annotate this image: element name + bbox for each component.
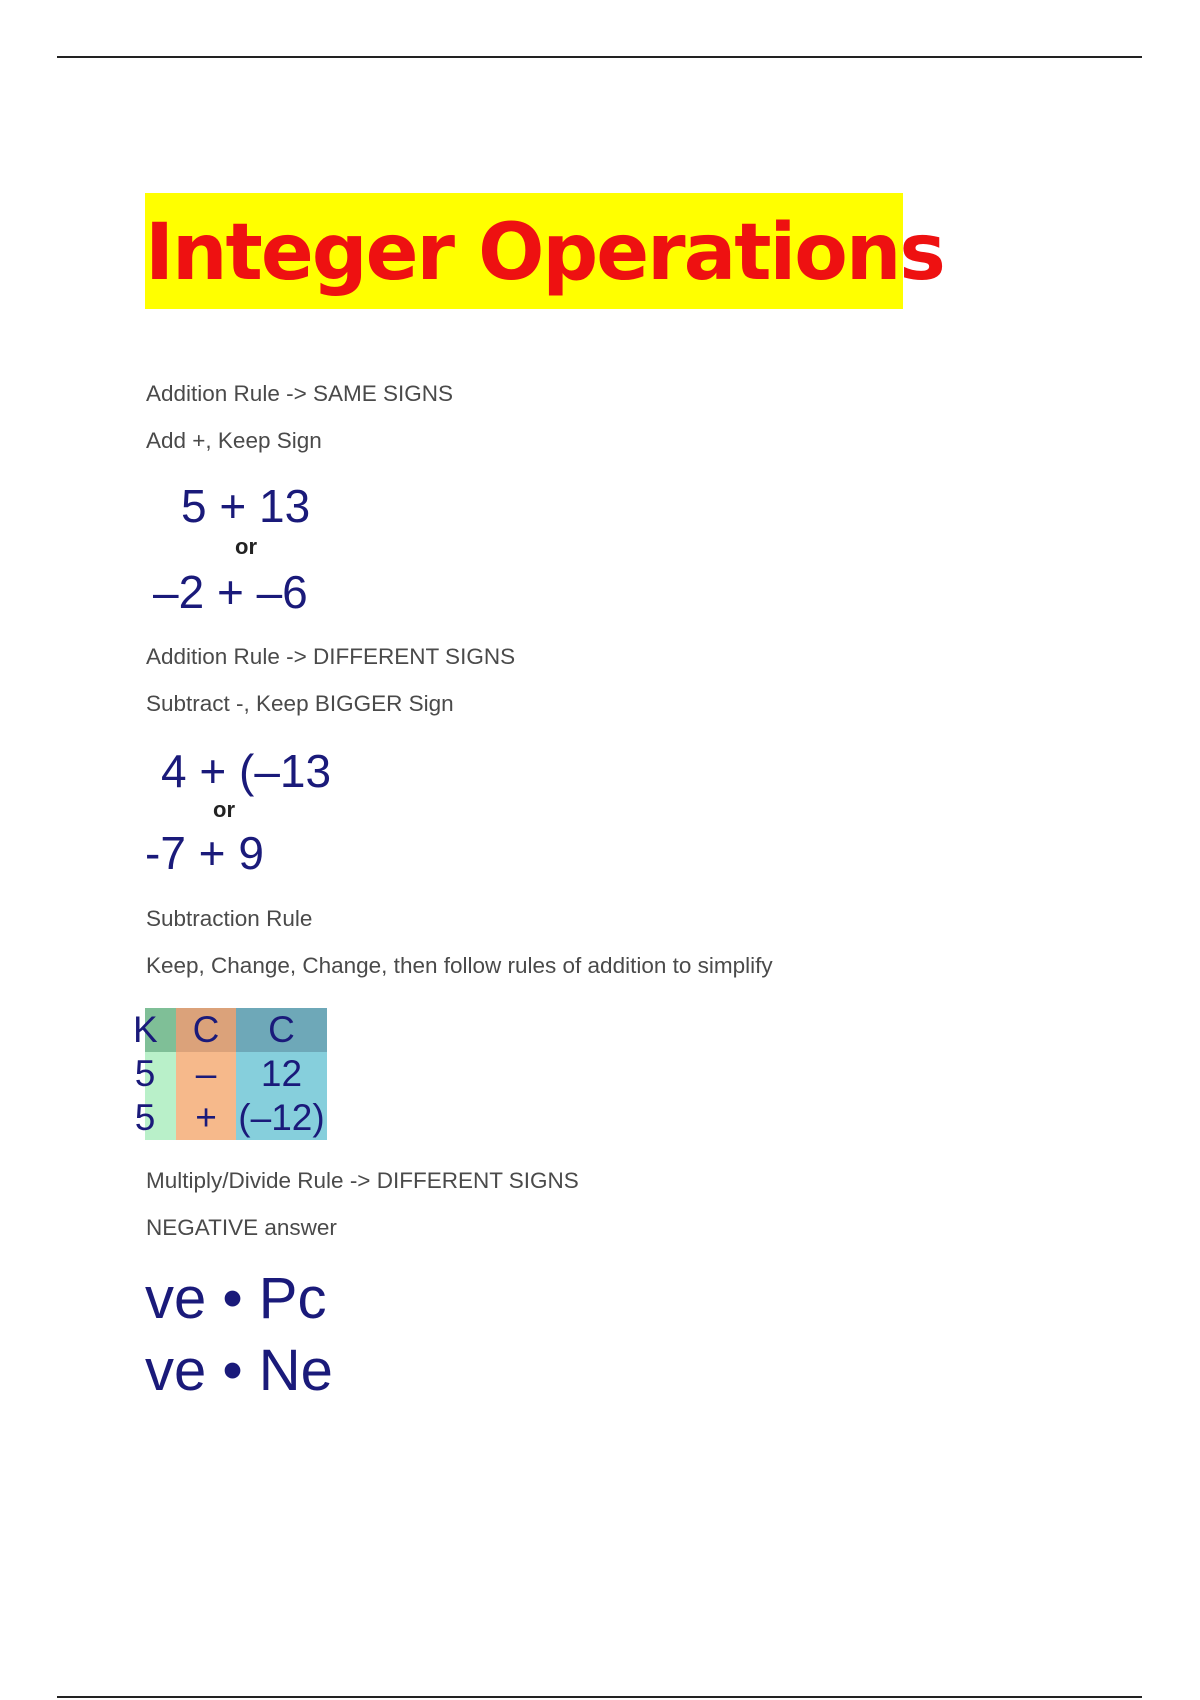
addition-different-heading: Addition Rule -> DIFFERENT SIGNS xyxy=(146,644,516,669)
header-keep: K xyxy=(133,1009,158,1050)
row2-sign: + xyxy=(195,1097,217,1138)
header-change-2: C xyxy=(268,1009,295,1050)
example-line-1: ve • Pc xyxy=(145,1266,327,1331)
row1-number: 12 xyxy=(260,1053,303,1094)
addition-same-heading: Addition Rule -> SAME SIGNS xyxy=(146,381,454,406)
subtraction-rule: Keep, Change, Change, then follow rules of addition to simplify xyxy=(146,953,773,978)
multiply-divide-rule: NEGATIVE answer xyxy=(146,1215,337,1240)
example-line-2: –2 + –6 xyxy=(153,566,308,618)
row2-number: (–12) xyxy=(238,1097,325,1138)
example-line-1: 4 + (–13 xyxy=(161,745,332,797)
keep-change-change-table xyxy=(133,1008,327,1140)
header-rule xyxy=(57,56,1142,58)
example-line-2: ve • Ne xyxy=(145,1338,333,1403)
example-or: or xyxy=(235,534,257,559)
footer-rule xyxy=(57,1696,1142,1698)
multiply-divide-example-image xyxy=(145,1262,333,1412)
addition-same-example-image xyxy=(145,475,327,618)
row2-keep: 5 xyxy=(134,1097,156,1138)
example-or: or xyxy=(213,797,235,822)
page-title: Integer Operations xyxy=(145,208,944,298)
addition-different-rule: Subtract -, Keep BIGGER Sign xyxy=(146,691,454,716)
addition-different-example-image xyxy=(145,736,332,879)
example-line-2: -7 + 9 xyxy=(145,827,264,879)
subtraction-heading: Subtraction Rule xyxy=(146,906,313,931)
row1-keep: 5 xyxy=(134,1053,156,1094)
multiply-divide-heading: Multiply/Divide Rule -> DIFFERENT SIGNS xyxy=(146,1168,579,1193)
example-line-1: 5 + 13 xyxy=(181,480,311,532)
header-change-1: C xyxy=(192,1009,220,1050)
addition-same-rule: Add +, Keep Sign xyxy=(146,428,322,453)
row1-sign: – xyxy=(195,1053,217,1094)
